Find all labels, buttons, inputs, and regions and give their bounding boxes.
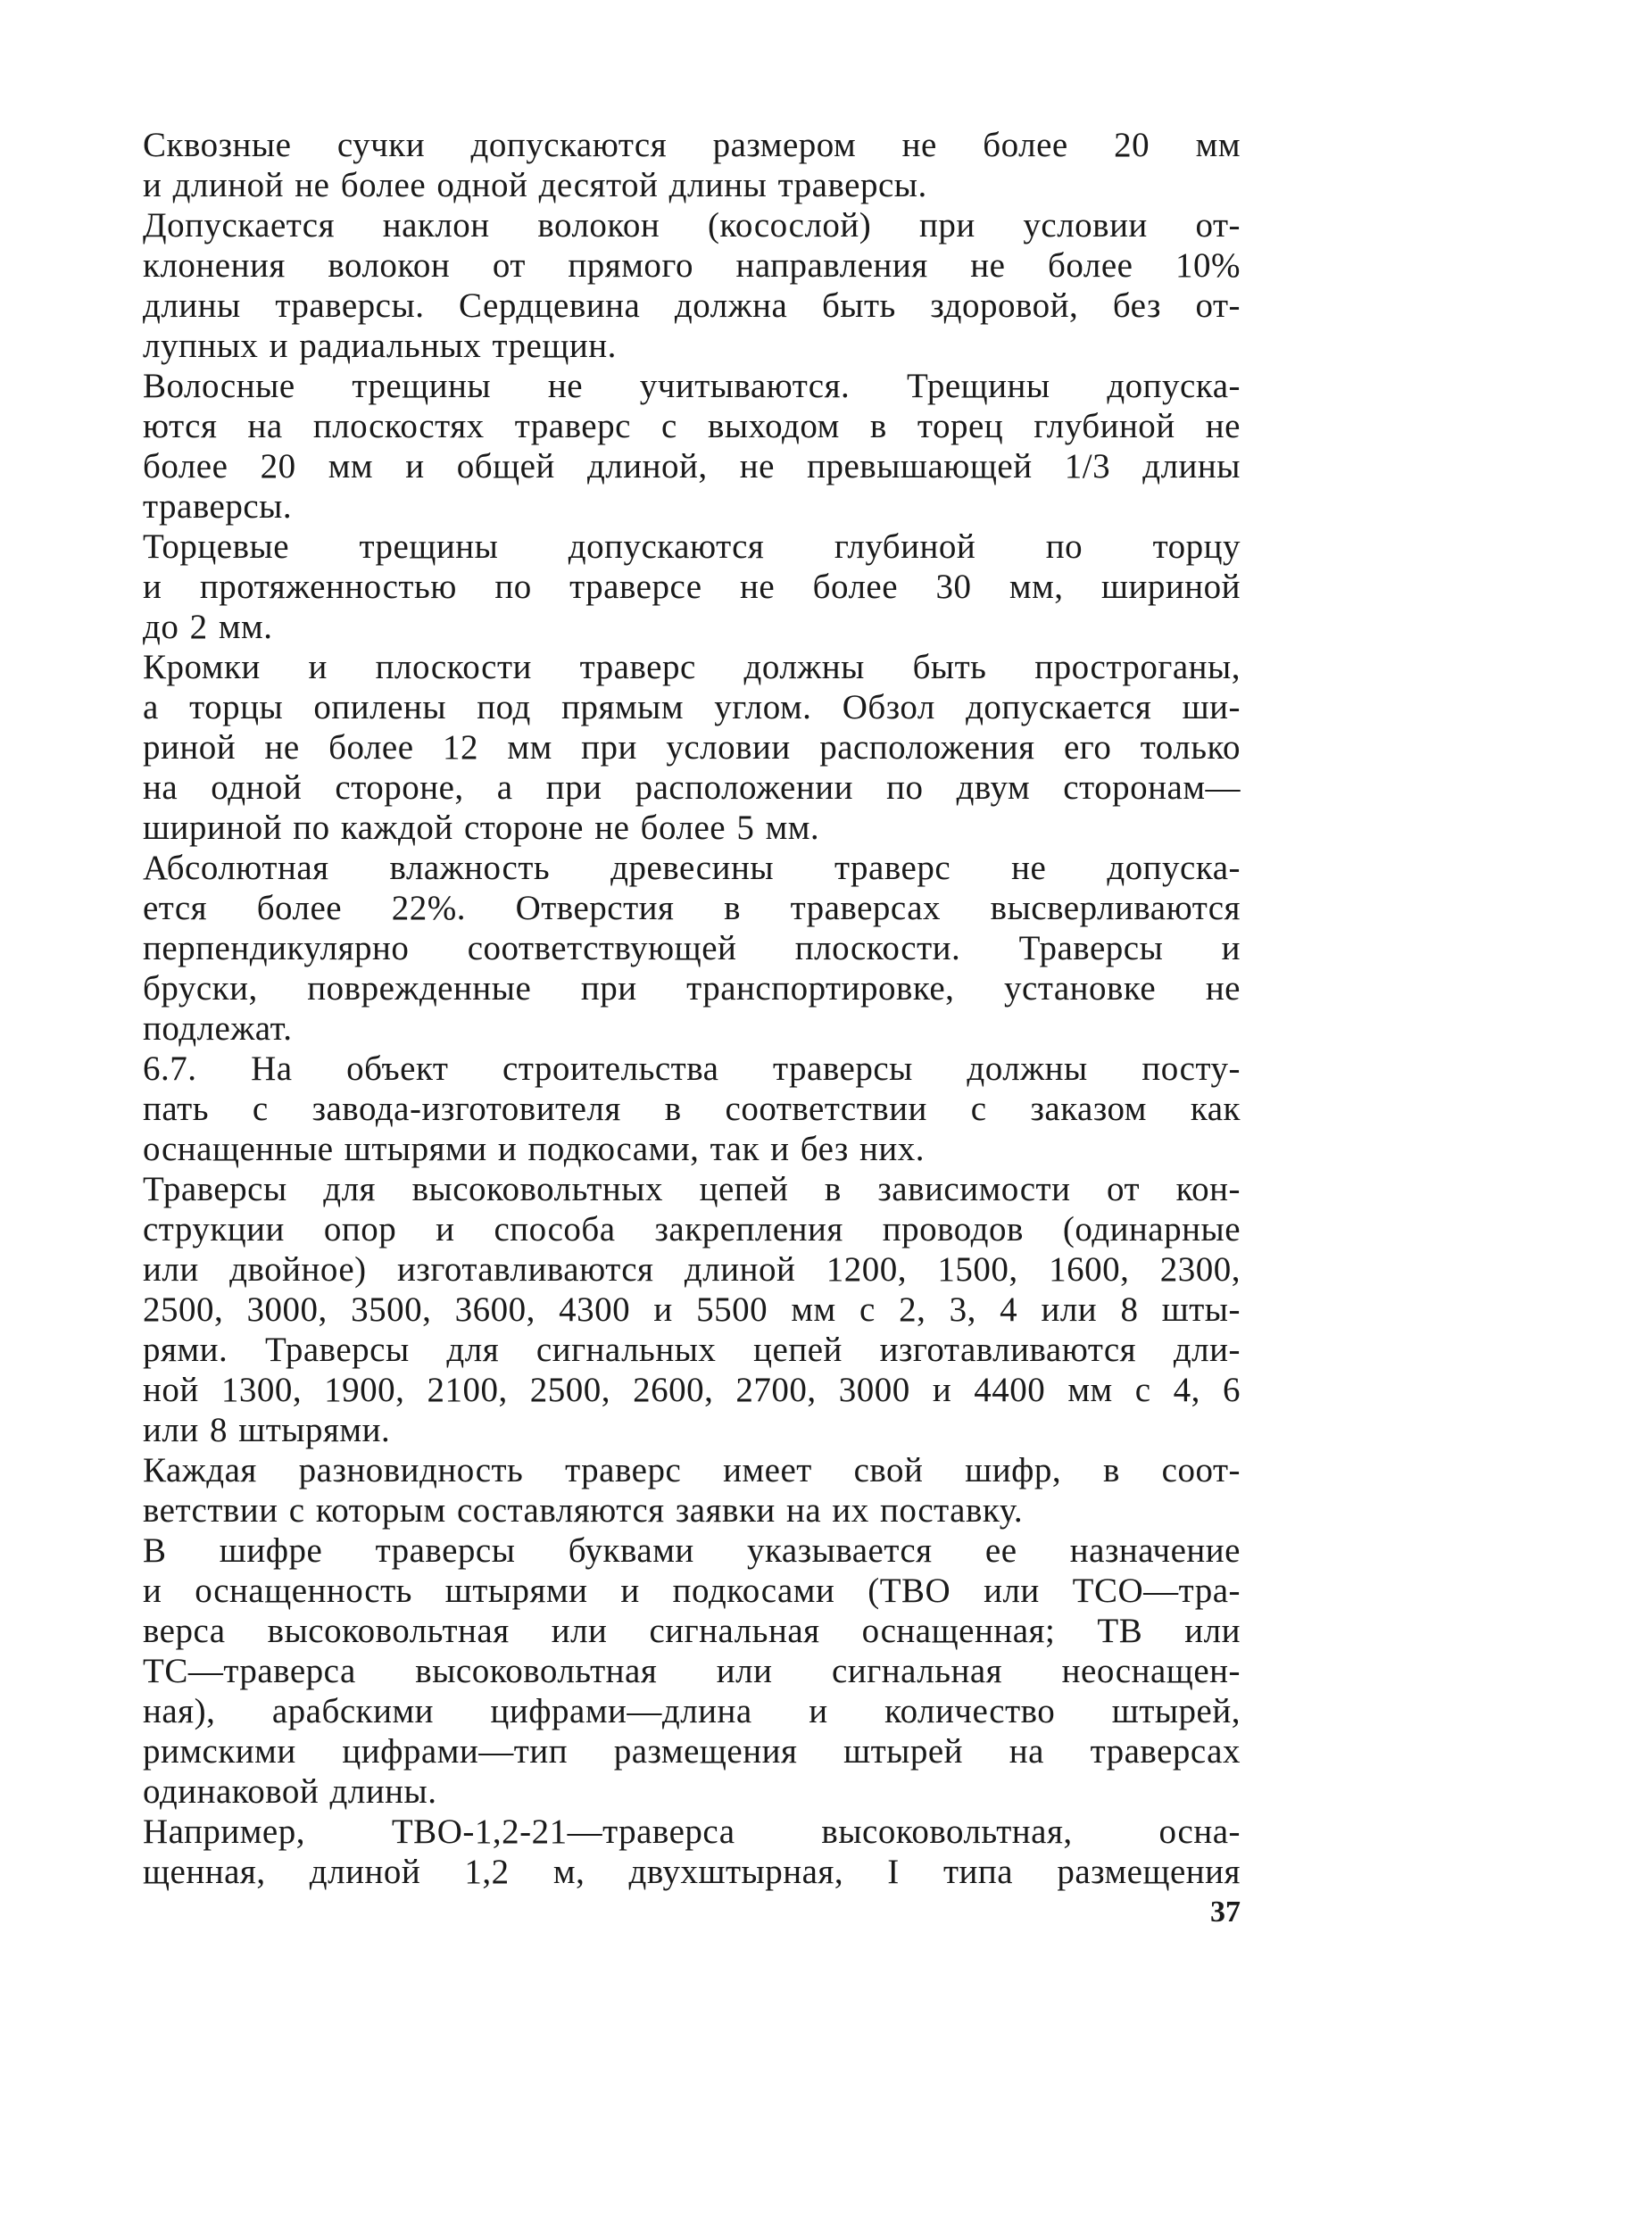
paragraph-hair-cracks [143, 366, 1241, 527]
text-line: Абсолютная влажность древесины траверс не допуска- [143, 849, 1241, 887]
text-line: и оснащенность штырями и подкосами (ТВО или ТСО—тра- [143, 1572, 1241, 1610]
text-line: Сквозные сучки допускаются размером не более 20 мм [143, 126, 1241, 164]
text-line: Торцевые трещины допускаются глубиной по торцу [143, 527, 1241, 566]
text-line: Каждая разновидность траверс имеет свой шифр, в соот- [143, 1451, 1241, 1489]
text-line: или двойное) изготавливаются длиной 1200, 1500, 1600, 2300, [143, 1250, 1241, 1289]
text-line: В шифре траверсы буквами указывается ее назначение [143, 1531, 1241, 1570]
text-line: 6.7. На объект строительства траверсы должны посту- [143, 1049, 1241, 1088]
text-line: щенная, длиной 1,2 м, двухштырная, I типа размещения [143, 1853, 1241, 1891]
text-line: бруски, поврежденные при транспортировке, установке не [143, 969, 1241, 1008]
text-line: и длиной не более одной десятой длины траверсы. [143, 166, 927, 204]
text-line: Волосные трещины не учитываются. Трещины допуска- [143, 367, 1241, 405]
text-line: а торцы опилены под прямым углом. Обзол допускается ши- [143, 688, 1241, 726]
text-line: ются на плоскостях траверс с выходом в торец глубиной не [143, 407, 1241, 445]
paragraph-lengths [143, 1169, 1241, 1450]
text-line: ная), арабскими цифрами—длина и количество штырей, [143, 1692, 1241, 1730]
text-line: риной не более 12 мм при условии расположения его только [143, 728, 1241, 767]
text-line: ется более 22%. Отверстия в траверсах высверливаются [143, 889, 1241, 927]
text-line: 2500, 3000, 3500, 3600, 4300 и 5500 мм с 2, 3, 4 или 8 шты- [143, 1290, 1241, 1329]
text-line: подлежат. [143, 1009, 293, 1048]
text-line: траверсы. [143, 487, 293, 526]
text-line: Например, ТВО-1,2-21—траверса высоковольтная, осна- [143, 1813, 1241, 1851]
paragraph-knots [143, 125, 1241, 205]
text-line: клонения волокон от прямого направления не более 10% [143, 246, 1241, 285]
text-line: ной 1300, 1900, 2100, 2500, 2600, 2700, 3000 и 4400 мм с 4, 6 [143, 1371, 1241, 1409]
paragraph-cipher [143, 1450, 1241, 1531]
text-line: длины траверсы. Сердцевина должна быть здоровой, без от- [143, 286, 1241, 325]
text-line: струкции опор и способа закрепления проводов (одинарные [143, 1210, 1241, 1249]
text-line: рями. Траверсы для сигнальных цепей изготавливаются дли- [143, 1331, 1241, 1369]
page-body [143, 125, 1241, 1892]
text-line: до 2 мм. [143, 608, 273, 646]
text-line: ТС—траверса высоковольтная или сигнальная неоснащен- [143, 1652, 1241, 1690]
paragraph-cipher-letters [143, 1531, 1241, 1812]
text-line: Допускается наклон волокон (косослой) при условии от- [143, 206, 1241, 245]
page-number: 37 [1210, 1896, 1241, 1929]
text-line: или 8 штырями. [143, 1411, 391, 1449]
text-line: пать с завода-изготовителя в соответствии с заказом как [143, 1090, 1241, 1128]
paragraph-edges [143, 647, 1241, 848]
text-line: Траверсы для высоковольтных цепей в зависимости от кон- [143, 1170, 1241, 1208]
text-line: шириной по каждой стороне не более 5 мм. [143, 809, 820, 847]
text-line: и протяженностью по траверсе не более 30 мм, шириной [143, 568, 1241, 606]
text-line: ветствии с которым составляются заявки на их поставку. [143, 1491, 1024, 1530]
paragraph-example [143, 1812, 1241, 1892]
text-line: лупных и радиальных трещин. [143, 327, 617, 365]
text-line: перпендикулярно соответствующей плоскости. Траверсы и [143, 929, 1241, 967]
paragraph-moisture [143, 848, 1241, 1049]
text-line: оснащенные штырями и подкосами, так и без них. [143, 1130, 926, 1168]
paragraph-fiber-slope [143, 205, 1241, 366]
text-line: более 20 мм и общей длиной, не превышающей 1/3 длины [143, 447, 1241, 485]
text-line: верса высоковольтная или сигнальная оснащенная; ТВ или [143, 1612, 1241, 1650]
text-line: римскими цифрами—тип размещения штырей на траверсах [143, 1732, 1241, 1771]
text-line: одинаковой длины. [143, 1772, 437, 1811]
paragraph-6-7 [143, 1049, 1241, 1169]
paragraph-end-cracks [143, 527, 1241, 647]
text-line: на одной стороне, а при расположении по двум сторонам— [143, 768, 1241, 807]
text-line: Кромки и плоскости траверс должны быть простроганы, [143, 648, 1241, 686]
